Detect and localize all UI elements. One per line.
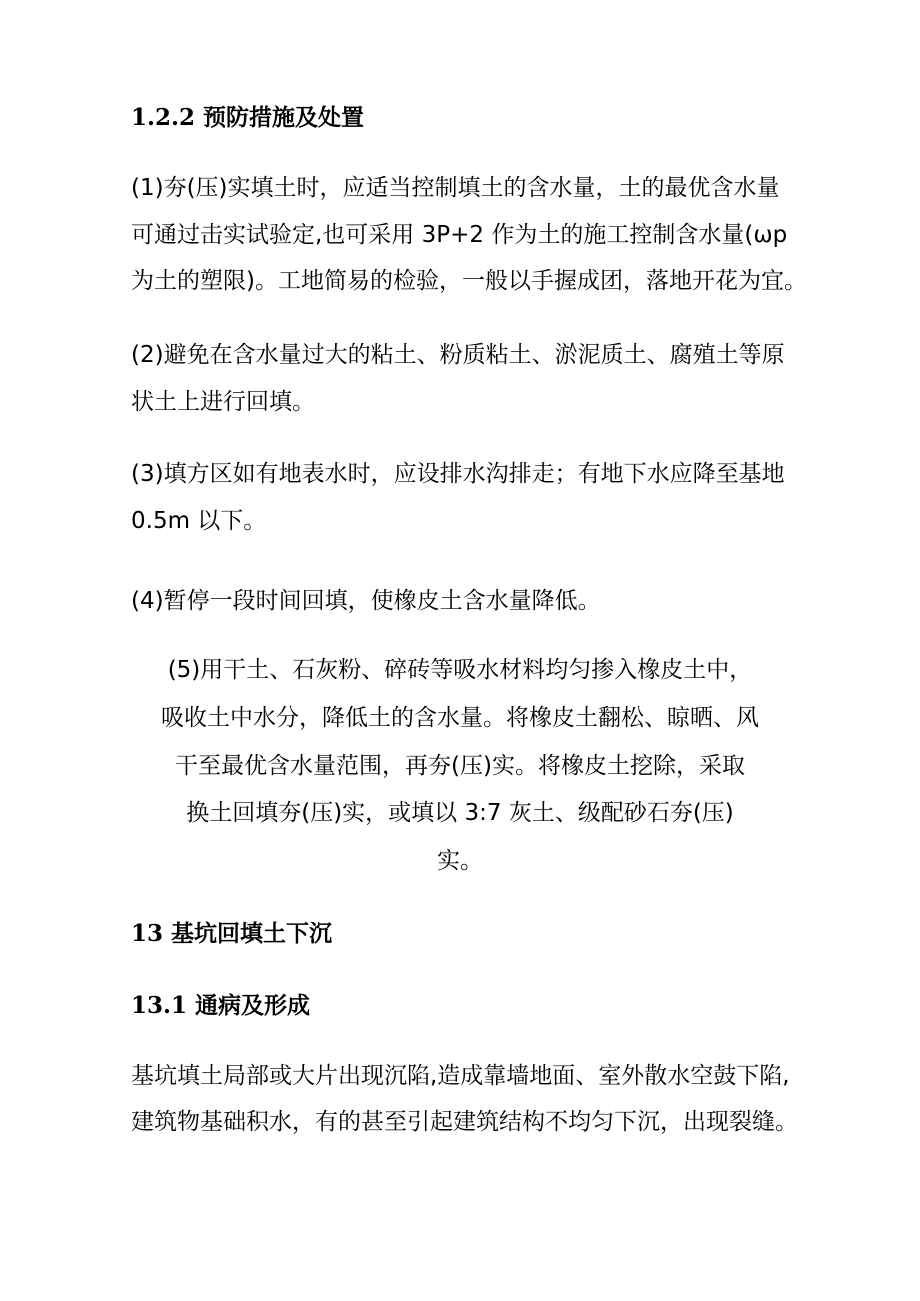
- body-13-1-line-2: 建筑物基础积水，有的甚至引起建筑结构不均匀下沉，出现裂缝。: [131, 1109, 798, 1135]
- item-2-line-1: (2)避免在含水量过大的粘土、粉质粘土、淤泥质土、腐殖土等原: [131, 342, 785, 368]
- body-13-1-line-1: 基坑填土局部或大片出现沉陷,造成靠墙地面、室外散水空鼓下陷,: [131, 1063, 790, 1089]
- item-3-line-2: 0.5m 以下。: [131, 508, 267, 534]
- item-5-line-4: 换土回填夯(压)实，或填以 3:7 灰土、级配砂石夯(压): [186, 800, 734, 826]
- section-heading-13: 13 基坑回填土下沉: [131, 920, 333, 947]
- section-heading-1-2-2: 1.2.2 预防措施及处置: [131, 104, 365, 131]
- item-3-line-1: (3)填方区如有地表水时，应设排水沟排走；有地下水应降至基地: [131, 461, 785, 487]
- item-2-line-2: 状土上进行回填。: [131, 389, 315, 415]
- section-heading-13-1: 13.1 通病及形成: [131, 992, 311, 1019]
- item-1-line-2: 可通过击实试验定,也可采用 3P+2 作为土的施工控制含水量(ωp: [131, 222, 788, 248]
- item-5-line-3: 干至最优含水量范围，再夯(压)实。将橡皮土挖除，采取: [175, 753, 745, 779]
- item-5-line-2: 吸收土中水分，降低土的含水量。将橡皮土翻松、晾晒、风: [161, 705, 759, 731]
- item-4-line-1: (4)暂停一段时间回填，使橡皮土含水量降低。: [131, 588, 601, 614]
- item-1-line-3: 为土的塑限)。工地简易的检验，一般以手握成团，落地开花为宜。: [131, 268, 807, 294]
- item-5-line-5: 实。: [437, 848, 483, 874]
- item-5-line-1: (5)用干土、石灰粉、碎砖等吸水材料均匀掺入橡皮土中，: [167, 657, 753, 683]
- item-1-line-1: (1)夯(压)实填土时，应适当控制填土的含水量，土的最优含水量: [131, 175, 780, 201]
